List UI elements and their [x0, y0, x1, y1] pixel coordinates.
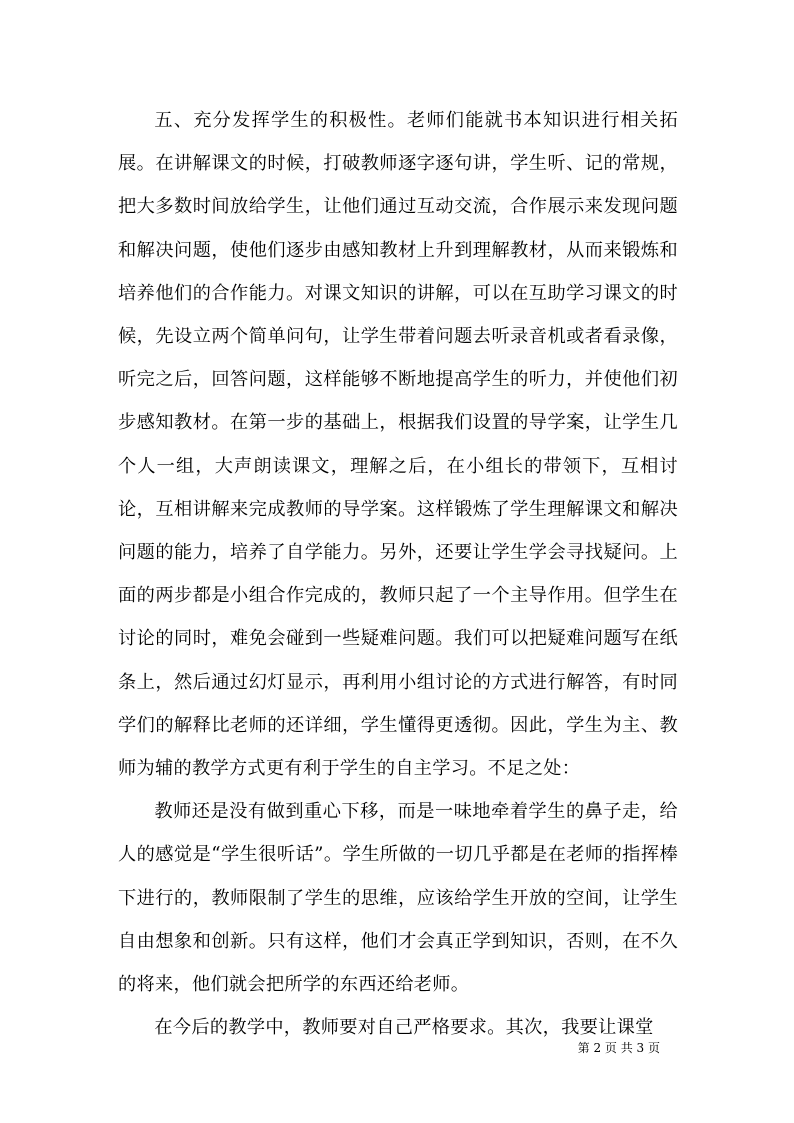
paragraph-1: 五、充分发挥学生的积极性。老师们能就书本知识进行相关拓展。在讲解课文的时候，打破教师逐字逐句讲，学生听、记的常规，把大多数时间放给学生，让他们通过互动交流，合作展示来发现问题和解决问题，使他们逐步由感知教材上升到理解教材，从而来锻炼和培养他们的合作能力。对课文知识的讲解，可以在互助学习课文的时候，先设立两个简单问句，让学生带着问题去听录音机或者看录像，听完之后，回答问题，这样能够不断地提高学生的听力，并使他们初步感知教材。在第一步的基础上，根据我们设置的导学案，让学生几个人一组，大声朗读课文，理解之后，在小组长的带领下，互相讨论，互相讲解来完成教师的导学案。这样锻炼了学生理解课文和解决问题的能力，培养了自学能力。另外，还要让学生学会寻找疑问。上面的两步都是小组合作完成的，教师只起了一个主导作用。但学生在讨论的同时，难免会碰到一些疑难问题。我们可以把疑难问题写在纸条上，然后通过幻灯显示，再利用小组讨论的方式进行解答，有时同学们的解释比老师的还详细，学生懂得更透彻。因此，学生为主、教师为辅的教学方式更有利于学生的自主学习。不足之处：: [118, 110, 678, 780]
page-number-footer: 第 2 页 共 3 页: [577, 1041, 660, 1055]
body-text: [118, 99, 678, 1049]
paragraph-2: 教师还是没有做到重心下移，而是一味地牵着学生的鼻子走，给人的感觉是“学生很听话”。学生所做的一切几乎都是在老师的指挥棒下进行的，教师限制了学生的思维，应该给学生开放的空间，让学生自由想象和创新。只有这样，他们才会真正学到知识，否则，在不久的将来，他们就会把所学的东西还给老师。: [118, 801, 678, 996]
paragraph-3: 在今后的教学中，教师要对自己严格要求。其次，我要让课堂: [154, 1017, 654, 1039]
